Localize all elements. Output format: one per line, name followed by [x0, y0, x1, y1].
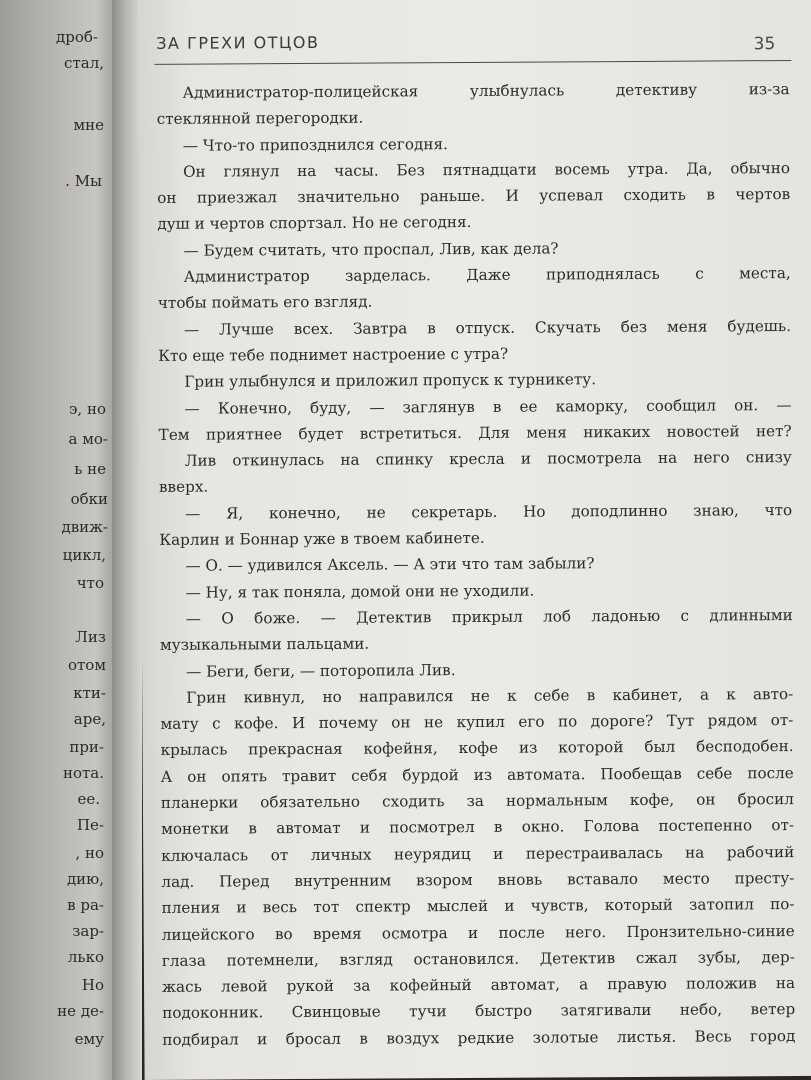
text-line: Грин улыбнулся и приложил пропуск к турникету.	[184, 370, 597, 391]
text-line: — О. — удивился Аксель. — А эти что там забыли?	[185, 554, 595, 576]
text-line: пления и весь тот спектр мыслей и чувств, который затопил по-	[161, 895, 795, 918]
left-page-fragment: Пе-	[76, 816, 104, 834]
text-line: — Конечно, буду, — заглянув в ее каморку, сообщил он. —	[184, 395, 792, 418]
left-page-fragment: . Мы	[65, 172, 102, 190]
left-page-fragment: кти-	[73, 684, 106, 702]
text-line: Грин кивнул, но направился не к себе в кабинет, а к авто-	[186, 684, 794, 707]
left-page-fragment: лько	[67, 948, 104, 966]
left-page-fragment: мне	[73, 116, 104, 134]
text-line: подбирал и бросал в воздух редкие золотые листья. Весь город	[162, 1026, 796, 1049]
left-page-fragment: при-	[69, 738, 104, 756]
text-line: планерки обязательно сходить за нормальным кофе, он бросил	[160, 790, 794, 812]
page-number: 35	[753, 34, 776, 55]
left-page-fragment: а мо-	[68, 430, 108, 448]
text-line: Администратор-полицейская улыбнулась детективу из-за	[182, 80, 790, 102]
text-line: крылась прекрасная кофейня, кофе из которой был бесподобен.	[160, 737, 794, 760]
text-line: стеклянной перегородки.	[156, 108, 364, 129]
text-line: лицейского во время осмотра и после него. Пронзительно-синие	[161, 921, 795, 944]
left-page-fragment: отом	[67, 656, 106, 674]
body-text	[156, 76, 795, 1053]
left-page-fragment: , но	[75, 844, 104, 862]
left-page-fragment: движ-	[61, 518, 108, 536]
text-line: мату с кофе. И почему он не купил его по дороге? Тут рядом от-	[160, 711, 794, 734]
text-line: — Лучше всех. Завтра в отпуск. Скучать без меня будешь.	[183, 316, 792, 339]
left-page-fragment: ему	[74, 1030, 104, 1048]
text-line: музыкальными пальцами.	[159, 634, 370, 655]
text-line: Лив откинулась на спинку кресла и посмотрела на него снизу	[184, 448, 792, 470]
text-line: лад. Перед внутренним взором вновь вставало место престу-	[161, 868, 795, 891]
text-line: — О боже. — Детектив прикрыл лоб ладонью с длинными	[185, 605, 793, 628]
left-page-fragment: не де-	[57, 1002, 104, 1020]
text-line: Карлин и Боннар уже в твоем кабинете.	[159, 528, 485, 549]
text-line: жась левой рукой за кофейный автомат, а правую положив на	[161, 974, 796, 996]
left-page-fragment: Лиз	[75, 628, 106, 646]
left-page-fragment: ь не	[74, 460, 106, 478]
text-line: ключалась от личных неурядиц и перестраивалась на рабочий	[161, 842, 795, 865]
left-page-fragment: дроб-	[56, 28, 98, 46]
text-line: чтобы поймать его взгляд.	[157, 292, 373, 313]
running-title: ЗА ГРЕХИ ОТЦОВ	[156, 32, 320, 53]
text-line: — Я, конечно, не секретарь. Но доподлинно знаю, что	[185, 500, 793, 523]
left-page	[0, 0, 112, 1080]
left-page-fragment: стал,	[64, 54, 104, 72]
book-gutter	[112, 0, 142, 1080]
left-page-fragment: ее.	[77, 790, 100, 808]
text-line: вверх.	[158, 478, 209, 497]
text-line: монетки в автомат и посмотрел в окно. Голова постепенно от-	[161, 816, 795, 839]
text-line: — Будем считать, что проспал, Лив, как дела?	[183, 239, 559, 260]
text-line: — Беги, беги, — поторопила Лив.	[186, 660, 456, 681]
text-line: Тем приятнее будет встретиться. Для меня никаких новостей нет?	[158, 421, 792, 444]
left-page-fragment: зар-	[72, 922, 104, 940]
left-page-fragment: э, но	[69, 400, 106, 418]
left-page-fragment: нота.	[62, 764, 104, 782]
left-page-fragment: дию,	[66, 870, 104, 888]
left-page-fragment: обки	[70, 490, 108, 508]
text-line: он приезжал значительно раньше. И успевал сходить в чертов	[157, 185, 791, 208]
text-line: душ и чертов спортзал. Но не сегодня.	[157, 213, 472, 234]
text-line: А он опять травит себя бурдой из автомата. Пообещав себе после	[160, 763, 794, 786]
left-page-fragment: Но	[81, 976, 104, 994]
text-line: Кто еще тебе поднимет настроение с утра?	[158, 344, 509, 365]
left-page-fragment: в ра-	[67, 896, 104, 914]
text-line: Он глянул на часы. Без пятнадцати восемь утра. Да, обычно	[182, 158, 791, 181]
text-line: подоконник. Свинцовые тучи быстро затягивали небо, ветер	[162, 1000, 796, 1023]
text-line: — Ну, я так поняла, домой они не уходили.	[185, 581, 535, 602]
text-line: глаза потемнели, взгляд остановился. Детектив сжал зубы, дер-	[161, 947, 795, 970]
text-line: — Что-то припозднился сегодня.	[182, 134, 448, 155]
left-page-fragment: цикл,	[62, 546, 106, 564]
text-line: Администратор зарделась. Даже приподнялась с места,	[183, 264, 791, 286]
right-page	[138, 0, 811, 1080]
left-page-fragment: что	[76, 574, 104, 592]
header-rule	[154, 60, 791, 65]
left-page-fragment: аре,	[73, 710, 106, 728]
